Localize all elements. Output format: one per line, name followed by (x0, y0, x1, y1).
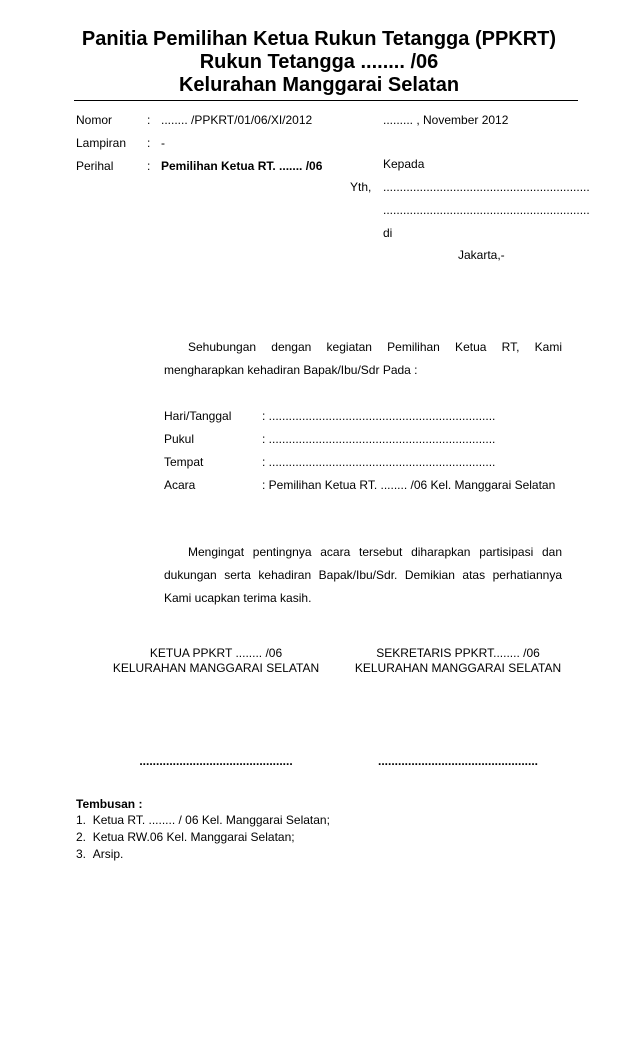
header-title: Panitia Pemilihan Ketua Rukun Tetangga (PPKRT) (81, 28, 557, 50)
list-number: 3. (76, 847, 93, 861)
recipient-line-2: .............................................................. (383, 203, 590, 217)
tembusan-title: Tembusan : (76, 797, 143, 811)
perihal-colon: : (147, 159, 151, 173)
header-kelurahan: Kelurahan Manggarai Selatan (178, 74, 460, 96)
tembusan-item-1 (76, 812, 330, 829)
nomor-colon: : (147, 113, 151, 127)
detail-value-acara: : Pemilihan Ketua RT. ........ /06 Kel. Manggarai Selatan (262, 478, 556, 492)
recipient-line-1: .............................................................. (383, 180, 590, 194)
letter-date: ......... , November 2012 (383, 113, 509, 127)
detail-label-acara: Acara (164, 478, 196, 492)
yth-label: Yth, (350, 180, 372, 194)
kepada-label: Kepada (383, 157, 425, 171)
perihal-value: Pemilihan Ketua RT. ....... /06 (161, 159, 323, 173)
tembusan-item-2-text: Ketua RW.06 Kel. Manggarai Selatan; (92, 830, 295, 844)
detail-value-hari: : .................................................................... (262, 409, 496, 423)
body-paragraph-2-text: Mengingat pentingnya acara tersebut diharapkan partisipasi dan dukungan serta kehadiran Bapak/Ibu/Sdr. Demikian atas perhatiannya Kami ucapkan terima kasih. (164, 545, 562, 605)
body-paragraph-2 (164, 541, 562, 610)
signature-right-title: SEKRETARIS PPKRT........ /06 (376, 646, 540, 660)
detail-label-hari: Hari/Tanggal (164, 409, 232, 423)
list-number: 2. (76, 830, 93, 844)
nomor-label: Nomor (76, 113, 113, 127)
lampiran-value: - (161, 136, 165, 150)
body-paragraph-1-text: Sehubungan dengan kegiatan Pemilihan Ketua RT, Kami mengharapkan kehadiran Bapak/Ibu/Sdr Pada : (164, 340, 562, 377)
body-paragraph-1 (164, 336, 562, 382)
header-subtitle: Rukun Tetangga ........ /06 (199, 51, 439, 73)
tembusan-item-2 (76, 829, 295, 846)
signature-left-title: KETUA PPKRT ........ /06 (149, 646, 283, 660)
tembusan-item-1-text: Ketua RT. ........ / 06 Kel. Manggarai Selatan; (92, 813, 330, 827)
detail-value-pukul: : .................................................................... (262, 432, 496, 446)
tembusan-item-3-text: Arsip. (92, 847, 124, 861)
signature-right-org: KELURAHAN MANGGARAI SELATAN (354, 661, 562, 675)
signature-left-org: KELURAHAN MANGGARAI SELATAN (112, 661, 320, 675)
lampiran-colon: : (147, 136, 151, 150)
signature-left-name: .............................................. (139, 754, 293, 768)
perihal-label: Perihal (76, 159, 114, 173)
detail-value-tempat: : .................................................................... (262, 455, 496, 469)
detail-label-pukul: Pukul (164, 432, 195, 446)
signature-right-name: ................................................ (377, 754, 539, 768)
di-label: di (383, 226, 393, 240)
list-number: 1. (76, 813, 93, 827)
tembusan-item-3 (76, 846, 123, 863)
city-label: Jakarta,- (458, 248, 505, 262)
header-divider (74, 100, 578, 101)
nomor-value: ........ /PPKRT/01/06/XI/2012 (161, 113, 313, 127)
lampiran-label: Lampiran (76, 136, 127, 150)
detail-label-tempat: Tempat (164, 455, 204, 469)
